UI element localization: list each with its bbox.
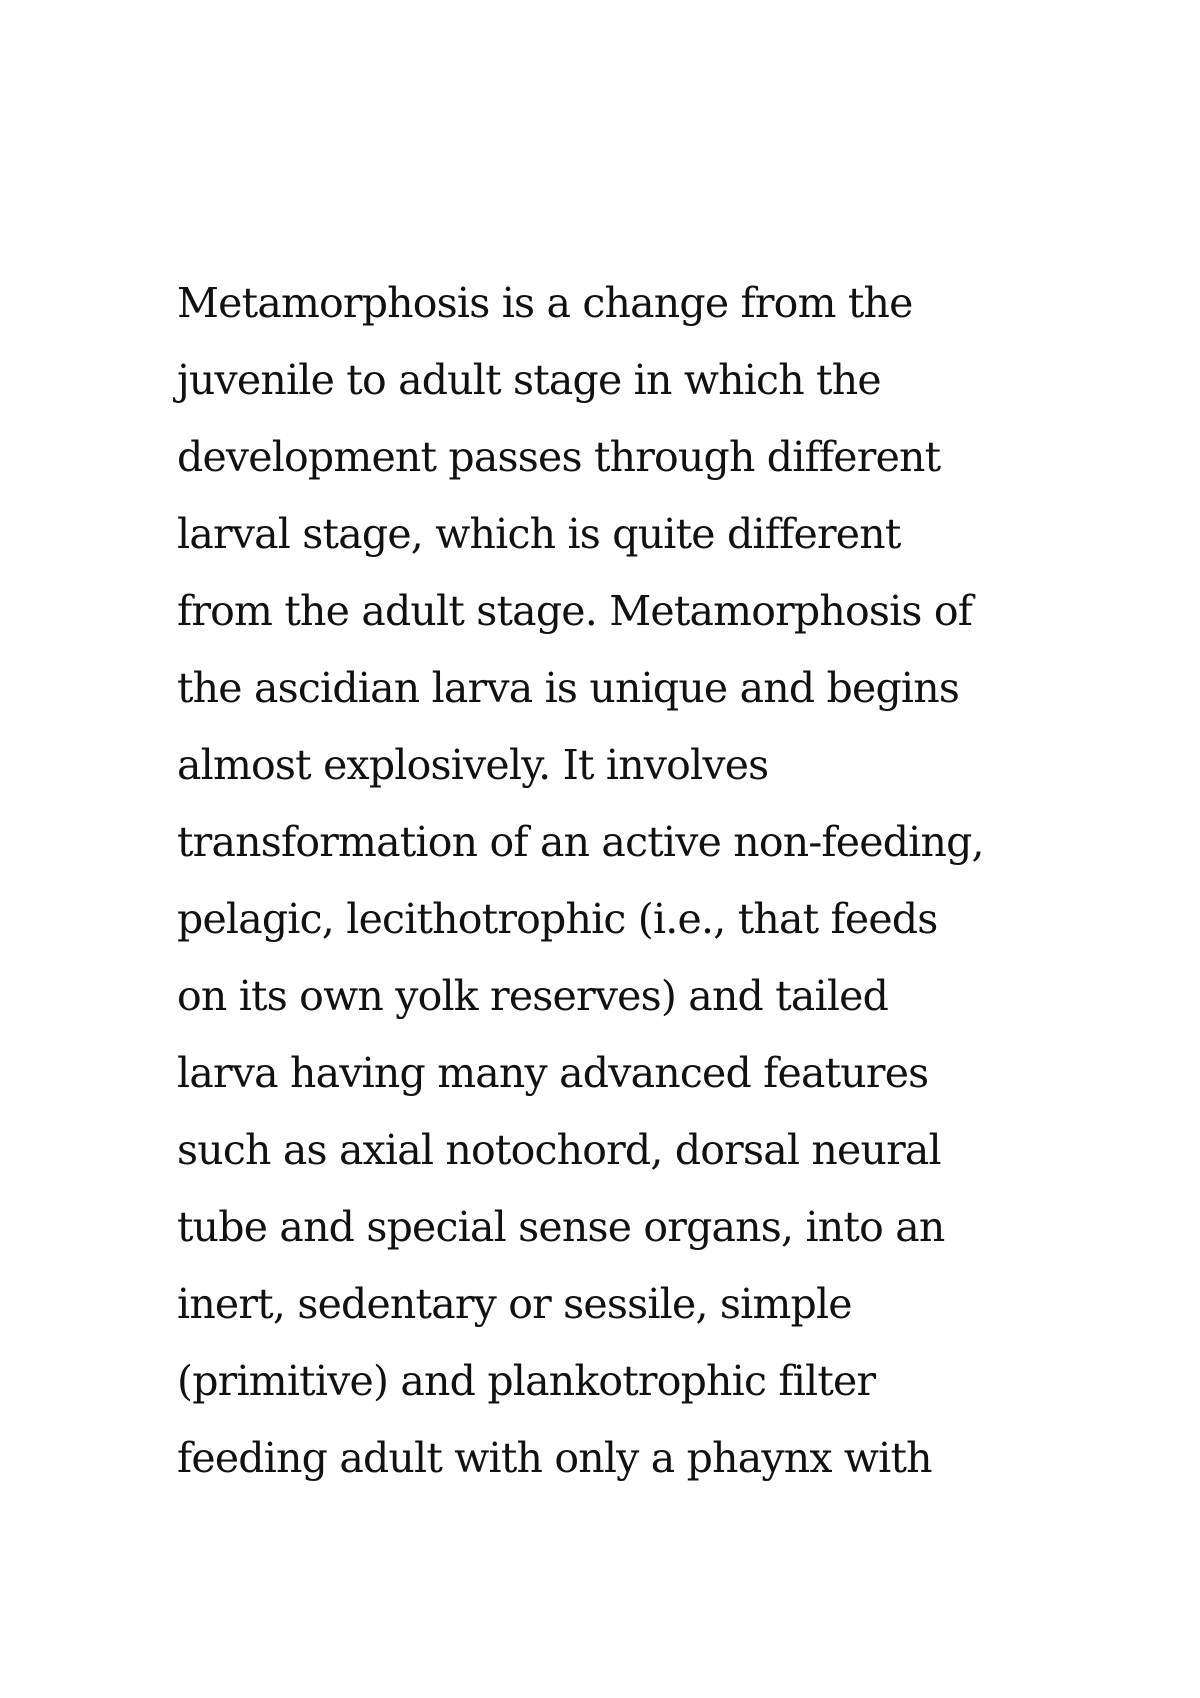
text-line: development passes through different	[177, 433, 941, 481]
text-line: tube and special sense organs, into an	[177, 1203, 945, 1251]
text-line: such as axial notochord, dorsal neural	[177, 1126, 941, 1174]
text-line: larval stage, which is quite different	[177, 510, 901, 558]
text-line: on its own yolk reserves) and tailed	[177, 972, 889, 1020]
text-line: Metamorphosis is a change from the	[177, 279, 913, 327]
text-line: inert, sedentary or sessile, simple	[177, 1280, 852, 1328]
text-line: feeding adult with only a phaynx with	[177, 1434, 932, 1482]
text-line: (primitive) and plankotrophic filter	[177, 1357, 876, 1405]
text-line: from the adult stage. Metamorphosis of	[177, 587, 973, 635]
text-line: juvenile to adult stage in which the	[177, 356, 881, 404]
text-line: larva having many advanced features	[177, 1049, 929, 1097]
text-line: almost explosively. It involves	[177, 741, 769, 789]
text-line: the ascidian larva is unique and begins	[177, 664, 960, 712]
text-line: pelagic, lecithotrophic (i.e., that feeds	[177, 895, 938, 943]
text-line: transformation of an active non-feeding,	[177, 818, 984, 866]
body-paragraph	[177, 265, 1077, 1497]
